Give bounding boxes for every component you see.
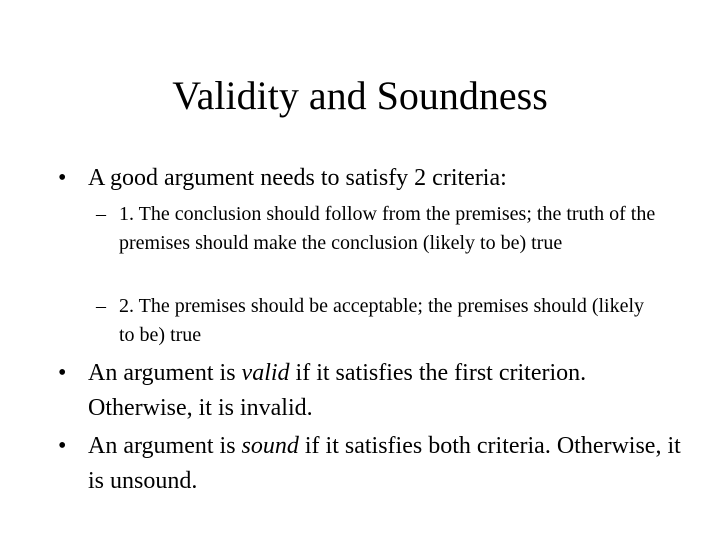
bullet-text [88, 429, 688, 499]
bullet-text-prefix: An argument is [88, 360, 242, 386]
sub-bullet-text: 1. The conclusion should follow from the premises; the truth of the premises should make the conclusion (likely to be) true [119, 203, 656, 254]
sub-bullet-marker: – [96, 295, 106, 317]
emphasis-sound: sound [241, 433, 299, 459]
bullet-text-suffix: if it satisfies both criteria. Otherwise, it is unsound. [88, 433, 681, 494]
bullet-marker: • [58, 165, 67, 191]
bullet-marker: • [58, 433, 67, 459]
sub-bullet-marker: – [96, 203, 106, 225]
bullet-text [88, 356, 688, 426]
bullet-text-suffix: if it satisfies the first criterion. Otherwise, it is invalid. [88, 360, 587, 421]
sub-bullet-text: 2. The premises should be acceptable; the premises should (likely to be) true [119, 295, 645, 346]
emphasis-valid: valid [241, 360, 290, 386]
bullet-text-prefix: An argument is [88, 433, 242, 459]
slide-title: Validity and Soundness [172, 73, 548, 118]
bullet-marker: • [58, 360, 67, 386]
bullet-text: A good argument needs to satisfy 2 criteria: [88, 165, 507, 191]
